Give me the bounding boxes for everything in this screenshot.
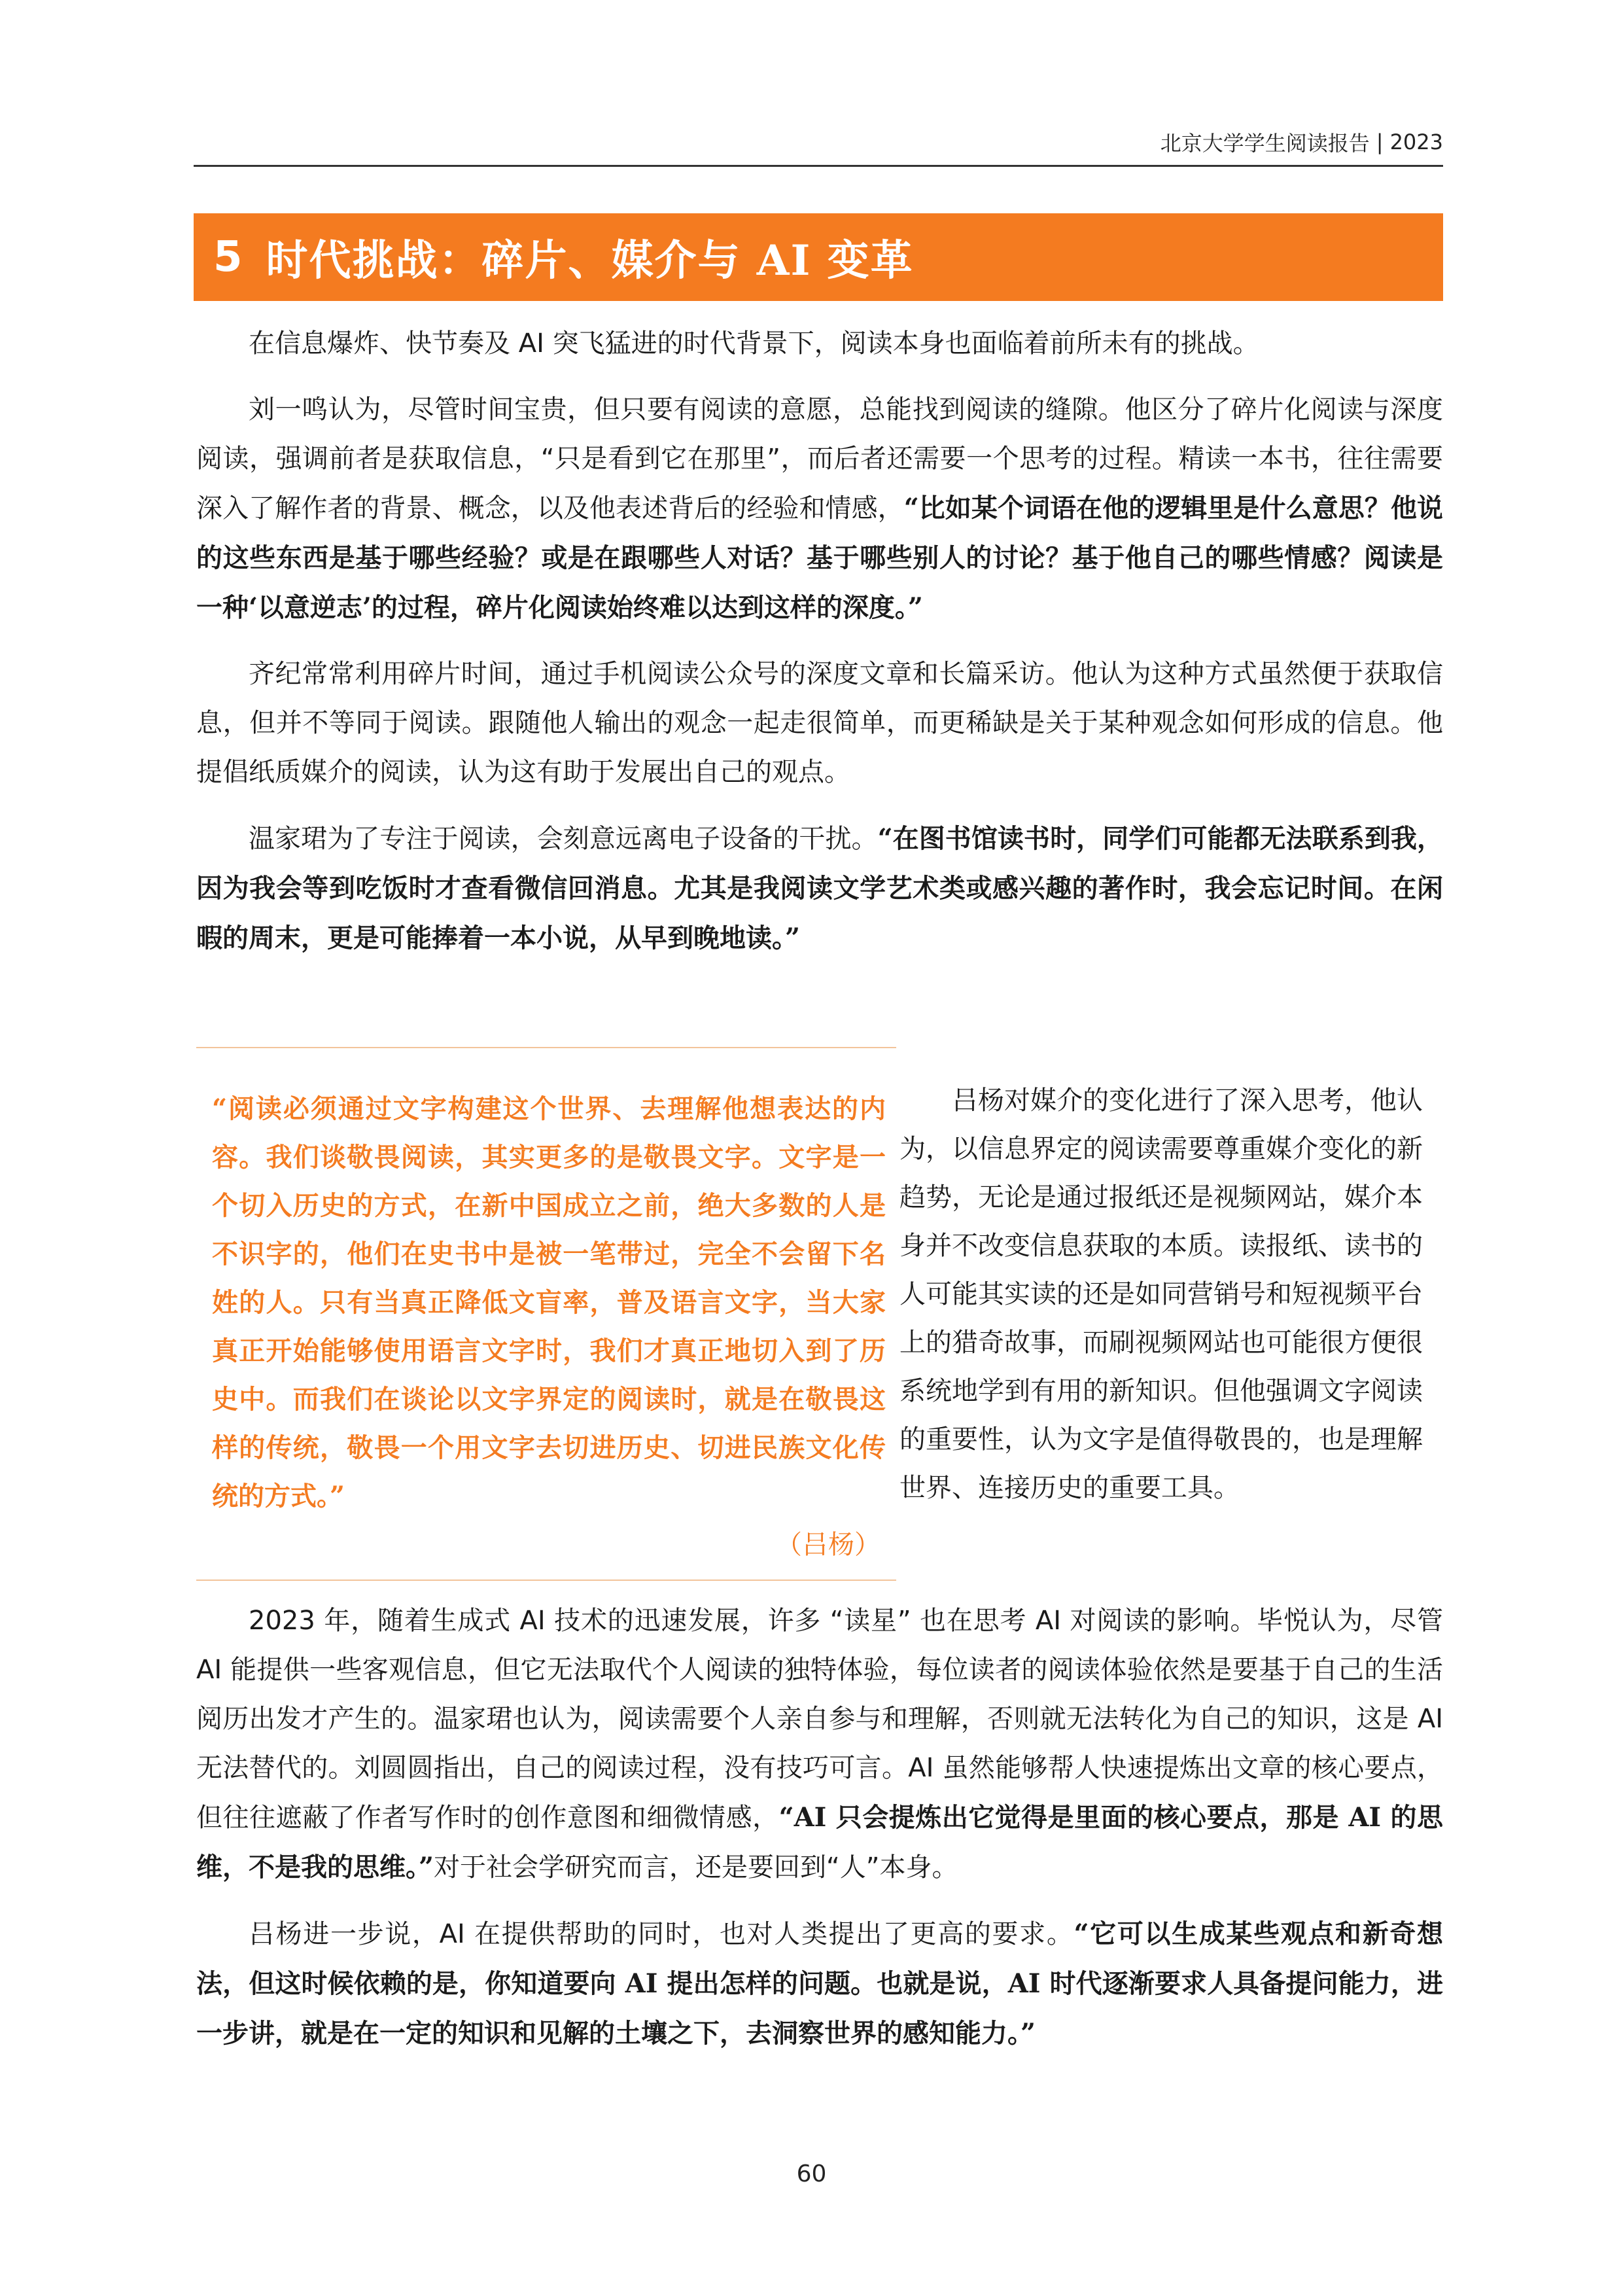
section-title-bar xyxy=(194,213,1443,301)
pull-quote-attribution: （吕杨） xyxy=(776,1530,881,1560)
paragraph-6-quote: “AI 只会提炼出它觉得是里面的核心要点，那是 AI 的思维，不是我的思维。” xyxy=(196,1802,1444,1882)
section-title: 时代挑战：碎片、媒介与 AI 变革 xyxy=(266,236,914,285)
header-separator: | xyxy=(1376,130,1384,154)
paragraph-6 xyxy=(196,1597,1443,1892)
section-number: 5 xyxy=(213,233,243,281)
paragraph-4-text: 温家珺为了专注于阅读，会刻意远离电子设备的干扰。 xyxy=(249,824,878,854)
paragraph-4-quote: “在图书馆读书时，同学们可能都无法联系到我，因为我会等到吃饭时才查看微信回消息。尤其是我阅读文学艺术类或感兴趣的著作时，我会忘记时间。在闲暇的周末，更是可能捧着一本小说，从早到晚地读。” xyxy=(196,823,1443,953)
paragraph-3: 齐纪常常利用碎片时间，通过手机阅读公众号的深度文章和长篇采访。他认为这种方式虽然便于获取信息，但并不等同于阅读。跟随他人输出的观念一起走很简单，而更稀缺是关于某种观念如何形成的信息。他提倡纸质媒介的阅读，认为这有助于发展出自己的观点。 xyxy=(196,659,1443,787)
paragraph-6-text: 2023 年，随着生成式 AI 技术的迅速发展，许多 “读星” 也在思考 AI 对阅读的影响。毕悦认为，尽管 AI 能提供一些客观信息，但它无法取代个人阅读的独特体验，每位读者的阅读体验依然是要基于自己的生活阅历出发才产生的。温家珺也认为，阅读需要个人亲自参与和理解，否则就无法转化为自己的知识，这是 AI 无法替代的。刘圆圆指出，自己的阅读过程，没有技巧可言。AI 虽然能够帮人快速提炼出文章的核心要点，但往往遮蔽了作者写作时的创作意图和细微情感， xyxy=(196,1606,1443,1833)
paragraph-7 xyxy=(196,1909,1443,2058)
paragraph-1: 在信息爆炸、快节奏及 AI 突飞猛进的时代背景下，阅读本身也面临着前所未有的挑战。 xyxy=(249,328,1259,359)
report-title: 北京大学学生阅读报告 xyxy=(1160,131,1370,156)
paragraph-2-text: 刘一鸣认为，尽管时间宝贵，但只要有阅读的意愿，总能找到阅读的缝隙。他区分了碎片化阅读与深度阅读，强调前者是获取信息，“只是看到它在那里”，而后者还需要一个思考的过程。精读一本书，往往需要深入了解作者的背景、概念，以及他表述背后的经验和情感， xyxy=(196,395,1443,523)
body-bottom xyxy=(196,1597,1443,2058)
paragraph-6-tail: 对于社会学研究而言，还是要回到“人”本身。 xyxy=(434,1852,958,1882)
paragraph-4 xyxy=(196,814,1443,963)
page-number: 60 xyxy=(796,2161,827,2187)
side-column xyxy=(899,1076,1429,1512)
report-year: 2023 xyxy=(1389,130,1443,154)
paragraph-7-quote: “它可以生成某些观点和新奇想法，但这时候依赖的是，你知道要向 AI 提出怎样的问题。也就是说，AI 时代逐渐要求人具备提问能力，进一步讲，就是在一定的知识和见解的土壤之下，去洞察世界的感知能力。” xyxy=(196,1918,1444,2049)
body-top xyxy=(196,319,1443,963)
paragraph-5: 吕杨对媒介的变化进行了深入思考，他认为，以信息界定的阅读需要尊重媒介变化的新趋势，无论是通过报纸还是视频网站，媒介本身并不改变信息获取的本质。读报纸、读书的人可能其实读的还是如同营销号和短视频平台上的猎奇故事，而刷视频网站也可能很方便很系统地学到有用的新知识。但他强调文字阅读的重要性，认为文字是值得敬畏的，也是理解世界、连接历史的重要工具。 xyxy=(899,1086,1423,1503)
paragraph-2-quote: “比如某个词语在他的逻辑里是什么意思？他说的这些东西是基于哪些经验？或是在跟哪些人对话？基于哪些别人的讨论？基于他自己的哪些情感？阅读是一种‘以意逆志’的过程，碎片化阅读始终难以达到这样的深度。” xyxy=(196,493,1443,623)
pull-quote-box xyxy=(196,1047,896,1581)
page-header xyxy=(194,119,1443,167)
paragraph-7-text: 吕杨进一步说，AI 在提供帮助的同时，也对人类提出了更高的要求。 xyxy=(249,1919,1074,1949)
paragraph-2 xyxy=(196,385,1443,633)
pull-quote-text: “阅读必须通过文字构建这个世界、去理解他想表达的内容。我们谈敬畏阅读，其实更多的是敬畏文字。文字是一个切入历史的方式，在新中国成立之前，绝大多数的人是不识字的，他们在史书中是被一笔带过，完全不会留下名姓的人。只有当真正降低文盲率，普及语言文字，当大家真正开始能够使用语言文字时，我们才真正地切入到了历史中。而我们在谈论以文字界定的阅读时，就是在敬畏这样的传统，敬畏一个用文字去切进历史、切进民族文化传统的方式。” xyxy=(212,1093,886,1511)
